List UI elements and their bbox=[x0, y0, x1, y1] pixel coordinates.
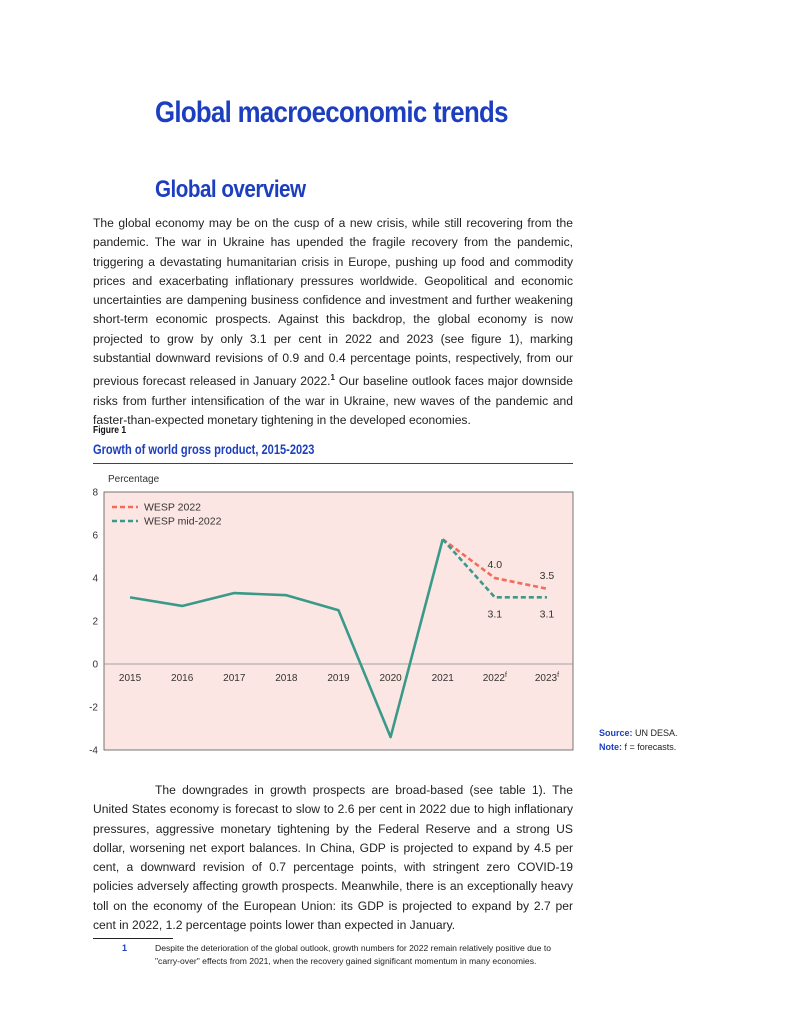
figure-title: Growth of world gross product, 2015-2023 bbox=[93, 442, 315, 457]
x-tick-label: 2020 bbox=[379, 673, 402, 684]
footnote-rule bbox=[93, 938, 173, 939]
body-paragraph-1 bbox=[93, 214, 573, 430]
growth-line-chart bbox=[86, 468, 586, 760]
y-tick-label: 4 bbox=[92, 573, 98, 585]
note-text: f = forecasts. bbox=[622, 742, 677, 752]
x-tick-label: 2016 bbox=[171, 673, 194, 684]
x-tick-label: 2023$^f$ bbox=[534, 672, 560, 684]
figure-note bbox=[599, 742, 676, 752]
x-tick-label: 2018 bbox=[275, 673, 298, 684]
plot-area bbox=[104, 492, 573, 750]
section-subtitle: Global overview bbox=[155, 176, 306, 203]
footnote-reference[interactable]: 1 bbox=[330, 373, 335, 383]
y-tick-label: -2 bbox=[89, 702, 98, 714]
x-tick-label: 2019 bbox=[327, 673, 350, 684]
x-tick-label: 2021 bbox=[431, 673, 454, 684]
footnote-number: 1 bbox=[122, 943, 128, 953]
y-tick-label: 6 bbox=[92, 530, 98, 542]
x-tick-label: 2015 bbox=[118, 673, 142, 684]
body-paragraph-2: The downgrades in growth prospects are broad-based (see table 1). The United States economy is forecast to slow to 2.6 per cent in 2022 due to high inflationary pressures, aggressive monetary tightening by the Federal Reserve and a strong US dollar, worsening net export balances. In China, GDP is projected to expand by 4.5 per cent, a downward revision of 0.7 percentage points, with stringent zero COVID-19 policies adversely affecting growth prospects. Meanwhile, there is an exceptionally heavy toll on the economy of the European Union: its GDP is projected to expand by 2.7 per cent in 2022, 1.2 percentage points lower than expected in January. bbox=[93, 783, 573, 933]
source-text: UN DESA. bbox=[632, 728, 678, 738]
y-tick-label: 0 bbox=[92, 659, 98, 671]
x-tick-label: 2017 bbox=[223, 673, 246, 684]
data-label: 3.5 bbox=[539, 569, 555, 582]
data-label: 4.0 bbox=[487, 559, 503, 571]
page-title: Global macroeconomic trends bbox=[155, 96, 508, 129]
note-label: Note: bbox=[599, 742, 622, 752]
legend-entry: WESP 2022 bbox=[144, 501, 202, 514]
paragraph-1-text: The global economy may be on the cusp of a new crisis, while still recovering from the pandemic. The war in Ukraine has upended the fragile recovery from the pandemic, triggering a devastating humanitarian crisis in Europe, pushing up food and commodity prices and exacerbating inflationary pressures worldwide. Geopolitical and economic uncertainties are dampening business confidence and investment and further weakening short-term economic prospects. Against this backdrop, the global economy is now projected to grow by only 3.1 per cent in 2022 and 2023 (see figure 1), marking substantial downward revisions of 0.9 and 0.4 percentage points, respectively, from our previous forecast released in January 2022. bbox=[93, 216, 573, 389]
figure-label: Figure 1 bbox=[93, 425, 127, 436]
data-label: 3.1 bbox=[487, 608, 503, 621]
y-tick-label: 8 bbox=[92, 487, 98, 499]
source-label: Source: bbox=[599, 728, 633, 738]
figure-source bbox=[599, 728, 678, 738]
y-axis-label: Percentage bbox=[108, 474, 160, 485]
data-label: 3.1 bbox=[539, 608, 555, 621]
y-tick-label: 2 bbox=[92, 616, 98, 628]
figure-title-rule bbox=[93, 463, 573, 464]
x-tick-label: 2022$^f$ bbox=[482, 672, 507, 684]
paragraph-1-tail: Our baseline outlook faces major downside risks from further intensification of the war in Ukraine, new waves of the pandemic and faster-than-expected monetary tightening in the developed economies. bbox=[93, 374, 573, 427]
footnote-text: Despite the deterioration of the global outlook, growth numbers for 2022 remain relatively positive due to "carry-over" effects from 2021, when the recovery gained significant momentum in many economies. bbox=[155, 943, 552, 966]
legend-entry: WESP mid-2022 bbox=[144, 515, 222, 528]
y-tick-label: -4 bbox=[89, 745, 98, 757]
